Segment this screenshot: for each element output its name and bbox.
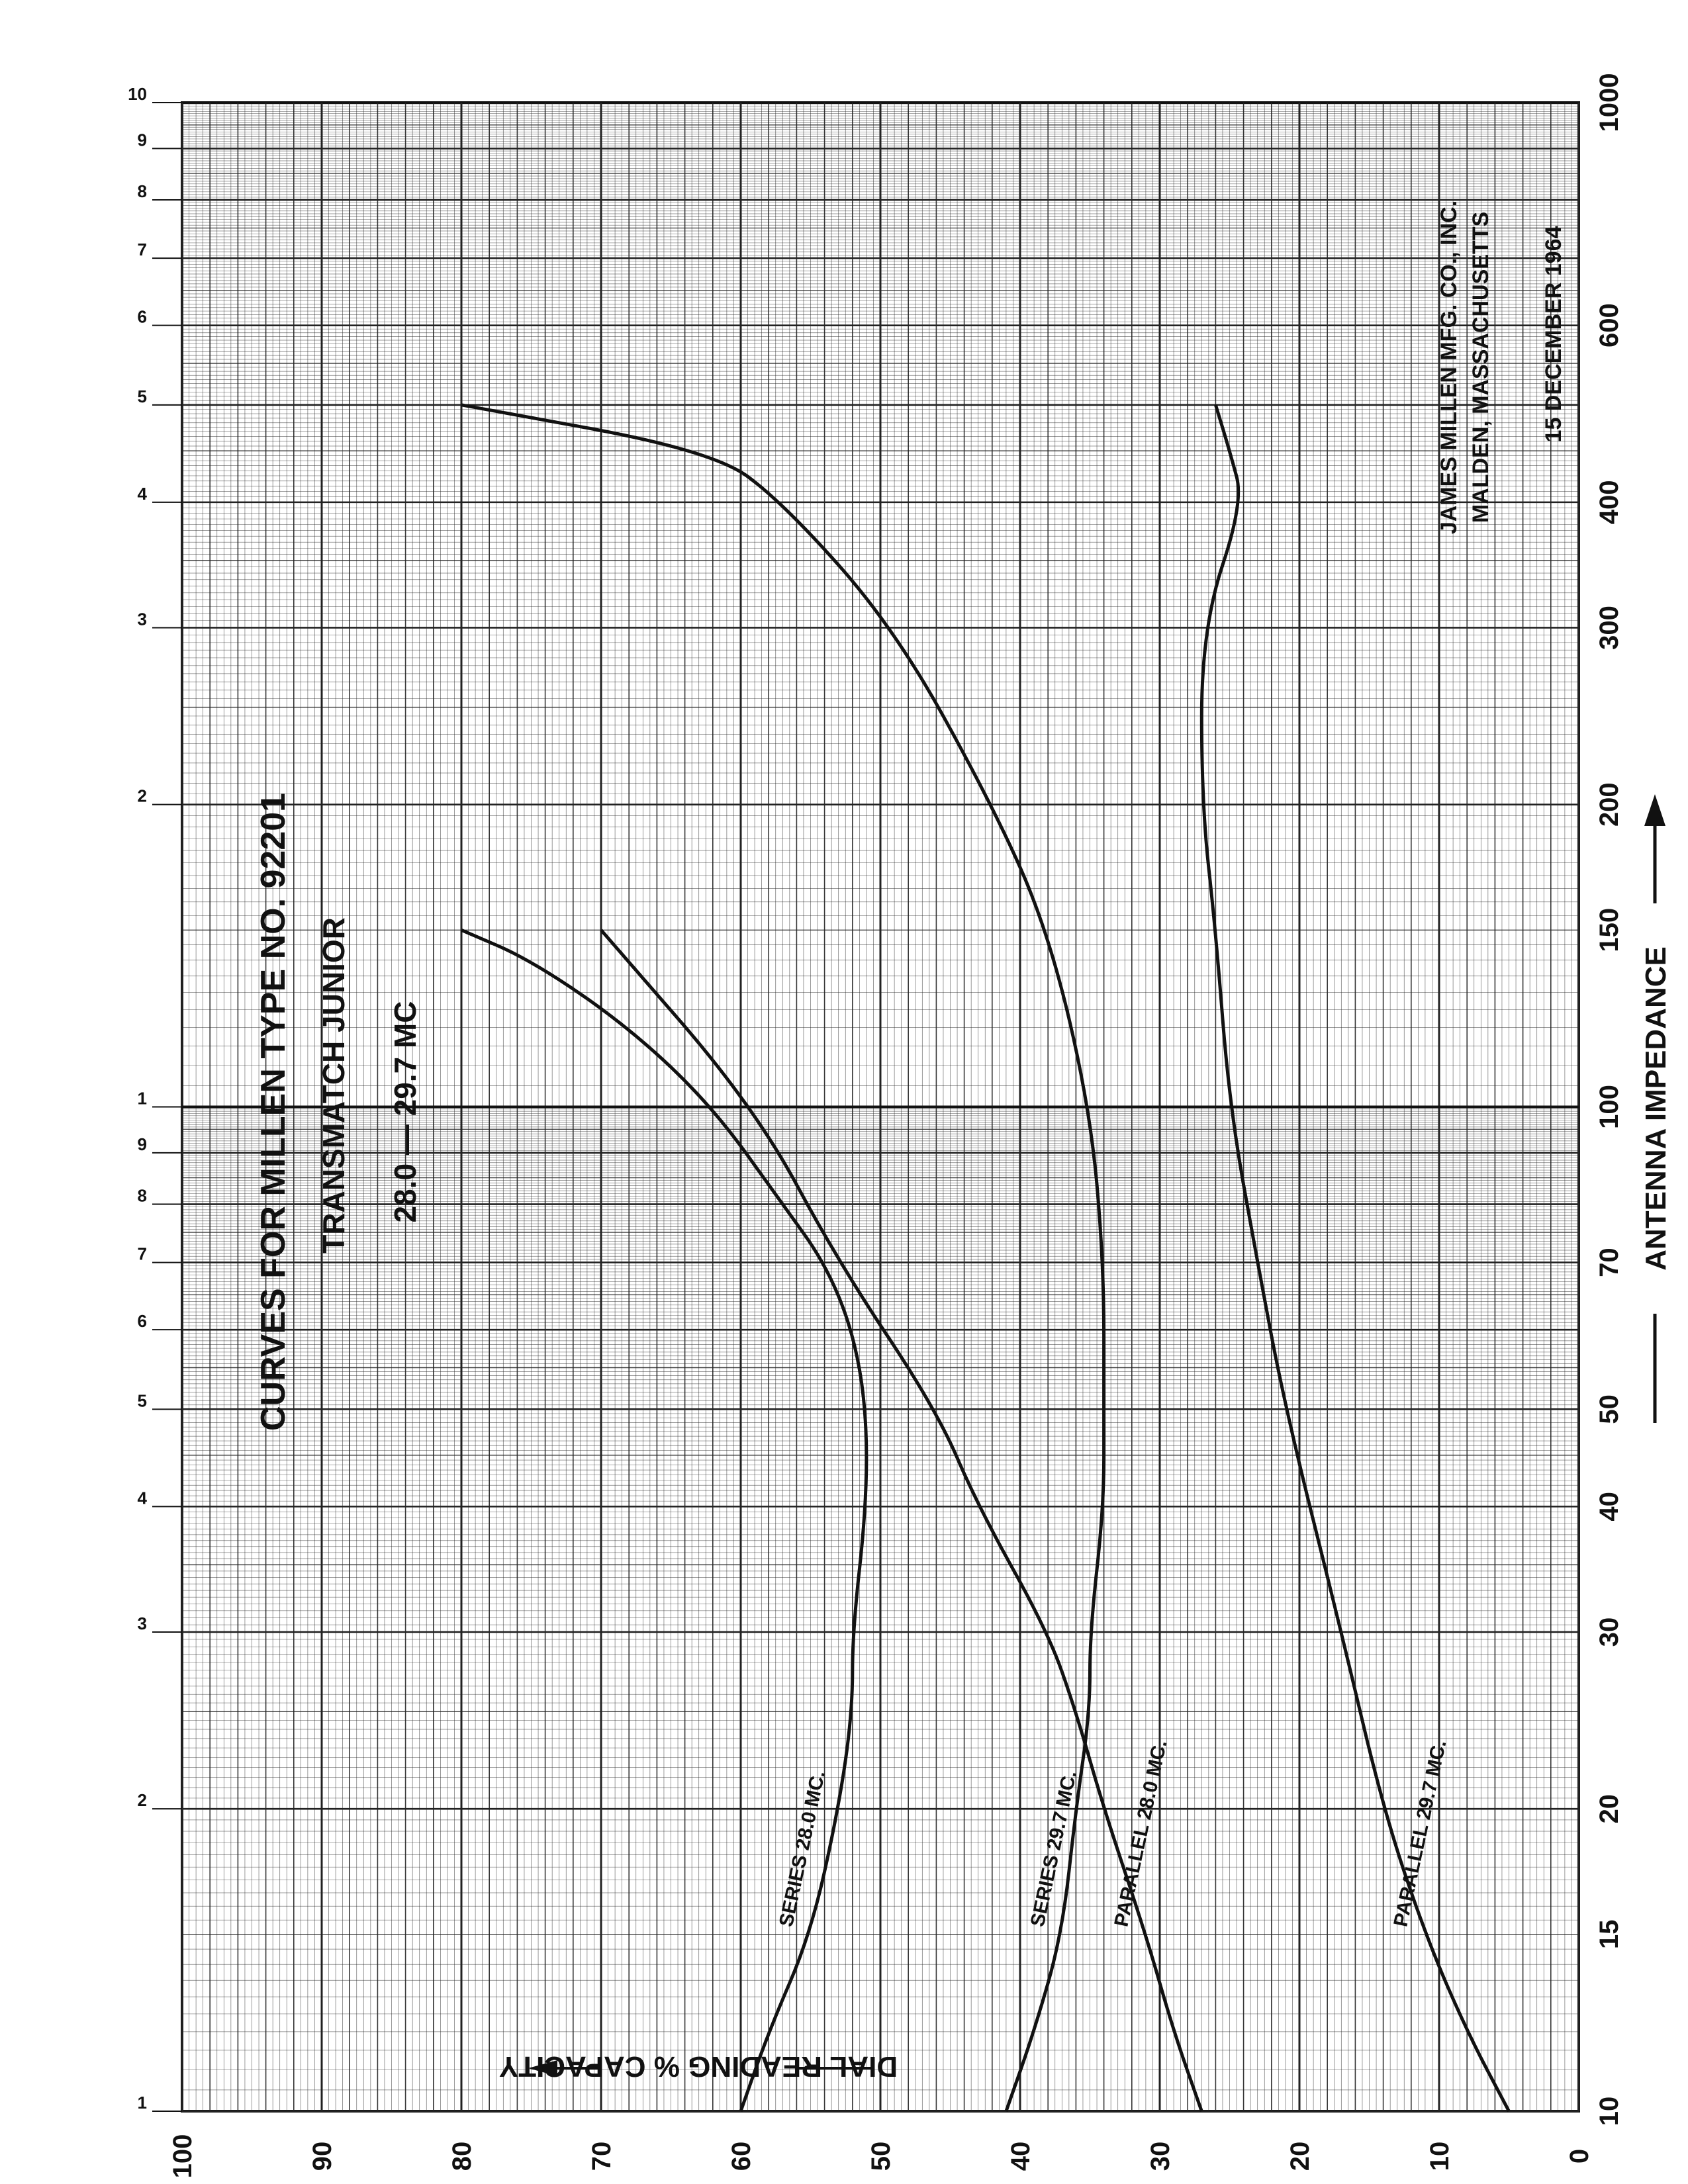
x-tick-label: 50: [1595, 1394, 1624, 1424]
left-scale-label: 2: [137, 786, 147, 806]
left-scale-label: 3: [137, 1613, 147, 1633]
left-scale-label: 5: [137, 1390, 147, 1411]
left-scale-label: 2: [137, 1790, 147, 1811]
series-label: SERIES 28.0 MC.: [775, 1768, 830, 1929]
series-label: PARALLEL 28.0 MC.: [1110, 1738, 1172, 1929]
y-tick-label: 80: [447, 2141, 477, 2171]
left-scale-label: 7: [137, 240, 147, 260]
y-tick-label: 30: [1146, 2141, 1175, 2171]
left-scale-label: 9: [137, 130, 147, 150]
x-tick-label: 10: [1595, 2096, 1624, 2126]
left-scale-label: 9: [137, 1134, 147, 1154]
chart-title: CURVES FOR MILLEN TYPE NO. 92201: [254, 792, 293, 1432]
x-tick-label: 150: [1595, 907, 1624, 952]
left-log-scale: [128, 84, 182, 2113]
y-tick-label: 70: [587, 2141, 616, 2171]
x-axis-arrow-head: [1644, 794, 1665, 826]
y-tick-label: 20: [1286, 2141, 1315, 2171]
x-tick-label: 200: [1595, 782, 1624, 827]
y-tick-label: 40: [1006, 2141, 1035, 2171]
left-scale-label: 10: [128, 84, 147, 104]
left-scale-label: 4: [137, 483, 147, 504]
y-tick-label: 100: [168, 2134, 197, 2179]
y-axis-label: DIAL READING % CAPACITY: [498, 2050, 898, 2083]
chart-date: 15 DECEMBER 1964: [1541, 226, 1566, 443]
y-tick-label: 90: [308, 2141, 337, 2171]
x-tick-label: 70: [1595, 1248, 1624, 1277]
series-label: SERIES 29.7 MC.: [1026, 1768, 1082, 1929]
x-tick-label: 300: [1595, 606, 1624, 650]
company-location: MALDEN, MASSACHUSETTS: [1468, 211, 1493, 523]
left-scale-label: 8: [137, 1185, 147, 1206]
chart-frequency-range: 28.0 — 29.7 MC: [388, 1001, 422, 1223]
left-scale-label: 1: [137, 1088, 147, 1109]
series-label: PARALLEL 29.7 MC.: [1389, 1738, 1451, 1929]
left-scale-label: 6: [137, 1311, 147, 1332]
left-scale-label: 4: [137, 1488, 147, 1508]
x-tick-label: 1000: [1595, 73, 1624, 132]
x-tick-label: 20: [1595, 1794, 1624, 1824]
company-name: JAMES MILLEN MFG. CO., INC.: [1436, 200, 1462, 535]
x-tick-label: 100: [1595, 1085, 1624, 1129]
left-scale-label: 3: [137, 609, 147, 629]
x-tick-label: 40: [1595, 1492, 1624, 1522]
y-tick-label: 10: [1425, 2141, 1454, 2171]
y-tick-label: 60: [727, 2141, 756, 2171]
x-axis-ticks: [1595, 73, 1624, 2126]
x-tick-label: 15: [1595, 1919, 1624, 1950]
left-scale-label: 5: [137, 386, 147, 406]
y-axis-ticks: [168, 2134, 1594, 2179]
chart-subtitle: TRANSMATCH JUNIOR: [316, 917, 351, 1253]
left-scale-label: 8: [137, 181, 147, 202]
left-scale-label: 7: [137, 1244, 147, 1264]
left-scale-label: 1: [137, 2093, 147, 2113]
left-scale-label: 6: [137, 306, 147, 327]
x-axis-label: ANTENNA IMPEDANCE: [1640, 946, 1672, 1271]
y-tick-label: 0: [1565, 2148, 1594, 2164]
x-tick-label: 600: [1595, 303, 1624, 348]
y-axis-label-group: [499, 2050, 898, 2083]
x-tick-label: 30: [1595, 1617, 1624, 1647]
y-tick-label: 50: [867, 2141, 896, 2171]
x-tick-label: 400: [1595, 480, 1624, 525]
x-axis-label-group: [1640, 794, 1672, 1423]
